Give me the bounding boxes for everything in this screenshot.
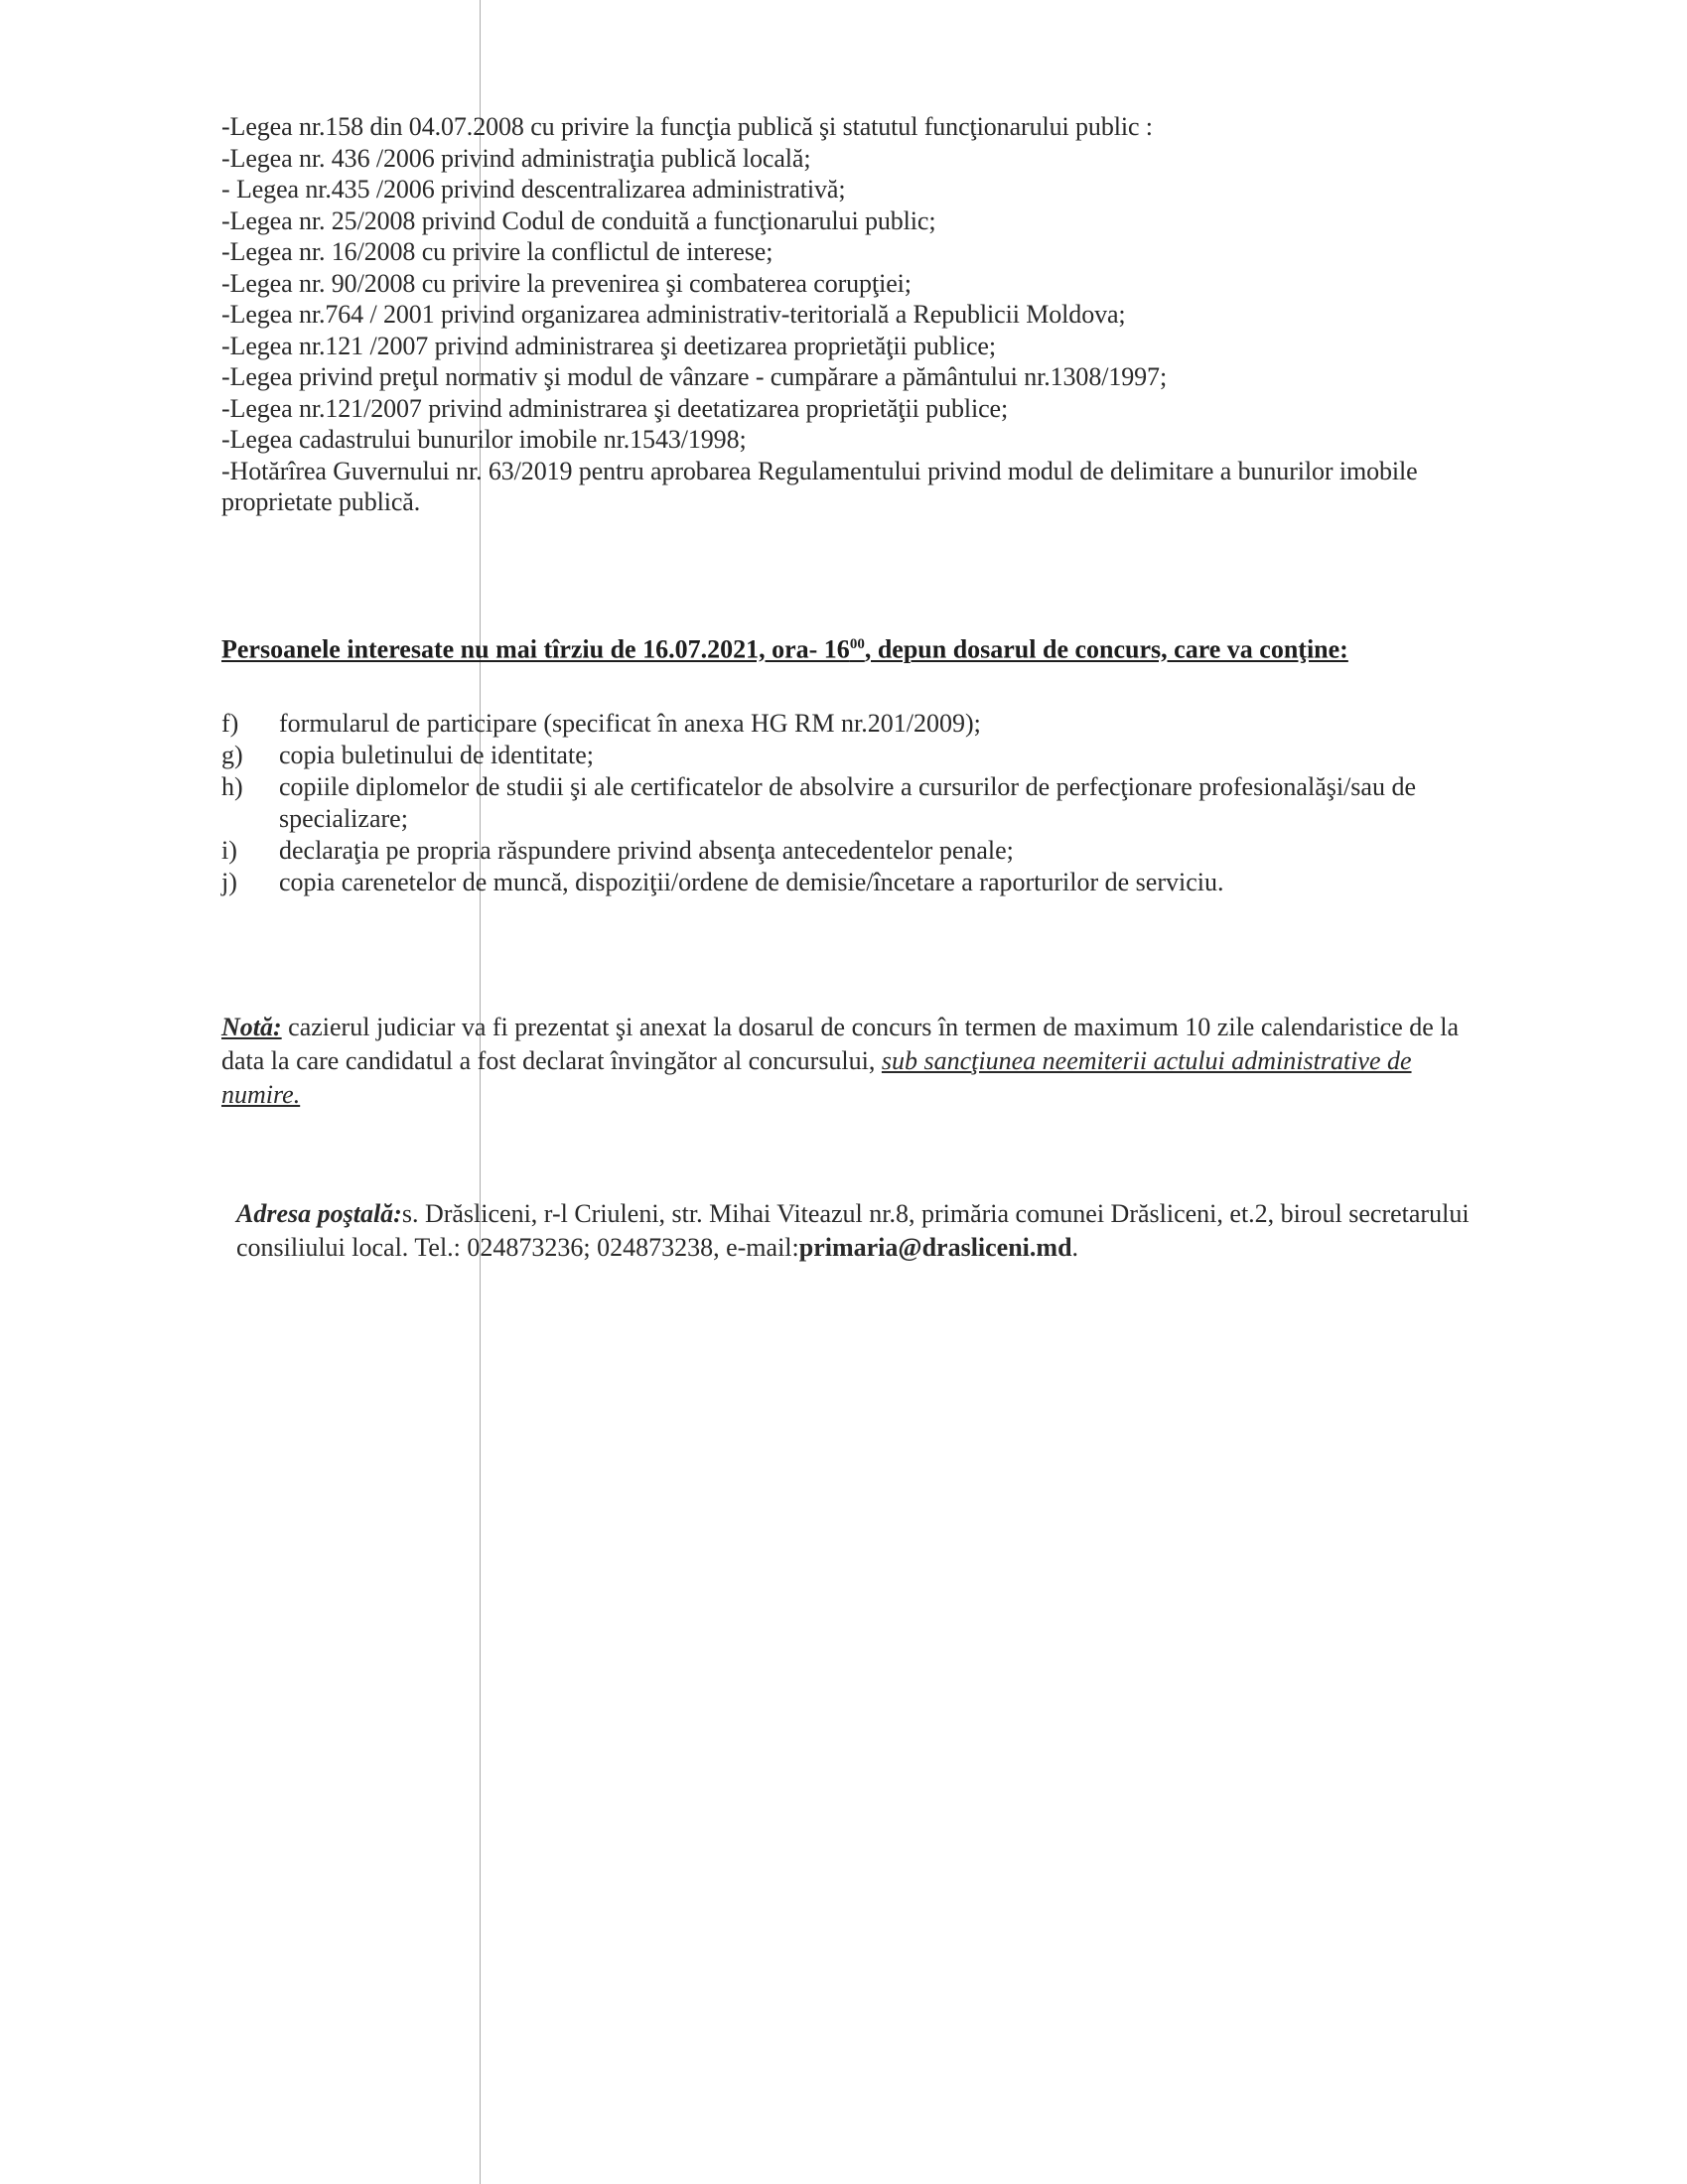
law-item: -Legea nr. 436 /2006 privind administraţia publică locală;: [221, 143, 811, 173]
law-item: -Legea privind preţul normativ şi modul de vânzare - cumpărare a pământului nr.1308/1997;: [221, 362, 1168, 391]
deadline-text: Persoanele interesate nu mai tîrziu de 16.07.2021, ora- 16: [221, 634, 850, 664]
deadline-minutes: 00: [849, 636, 865, 652]
item-marker: i): [221, 836, 237, 865]
address-label: Adresa poştală:: [236, 1199, 402, 1228]
item-text: copia carenetelor de muncă, dispoziţii/ordene de demisie/încetare a raporturilor de serviciu.: [279, 868, 1224, 896]
required-documents-list: [221, 708, 1473, 898]
address-text: s. Drăsliceni, r-l Criuleni, str. Mihai Viteazul nr.8, primăria comunei Drăsliceni, et.2, biroul secretarului consiliului local. Tel.: 024873236; 024873238, e-mail:: [236, 1199, 1470, 1262]
law-item: -Legea cadastrului bunurilor imobile nr.1543/1998;: [221, 425, 747, 454]
item-marker: j): [221, 868, 237, 896]
item-text: formularul de participare (specificat în anexa HG RM nr.201/2009);: [279, 709, 981, 738]
item-text: copiile diplomelor de studii şi ale certificatelor de absolvire a cursurilor de perfecţionare profesionalăşi/sau de specializare;: [279, 772, 1417, 833]
document-item: [221, 867, 1473, 898]
email-address[interactable]: primaria@drasliceni.md: [798, 1233, 1072, 1262]
law-item: -Legea nr.764 / 2001 privind organizarea administrativ-teritorială a Republicii Moldova;: [221, 300, 1126, 329]
legislation-list: [221, 111, 1463, 518]
document-item: [221, 771, 1473, 835]
document-item: [221, 835, 1473, 867]
item-marker: g): [221, 741, 243, 769]
deadline-text-after: , depun dosarul de concurs, care va conţine:: [864, 634, 1348, 664]
note-paragraph: [221, 1011, 1463, 1112]
address-end: .: [1071, 1233, 1079, 1262]
note-text: cazierul judiciar va fi prezentat şi anexat la dosarul de concurs în termen de maximum 10 zile calendaristice de la data la care candidatul a fost declarat învingător al concursului,: [221, 1013, 1460, 1075]
submission-deadline-heading: [221, 627, 1463, 667]
law-item: -Legea nr.121 /2007 privind administrarea şi deetizarea proprietăţii publice;: [221, 331, 996, 360]
item-text: declaraţia pe propria răspundere privind absenţa antecedentelor penale;: [279, 836, 1014, 865]
law-item: -Legea nr. 90/2008 cu privire la prevenirea şi combaterea corupţiei;: [221, 268, 912, 298]
item-text: copia buletinului de identitate;: [279, 741, 594, 769]
law-item: -Legea nr.121/2007 privind administrarea şi deetatizarea proprietăţii publice;: [221, 393, 1009, 423]
document-item: [221, 708, 1473, 740]
document-item: [221, 740, 1473, 771]
item-marker: h): [221, 772, 243, 801]
law-item: -Legea nr. 25/2008 privind Codul de conduită a funcţionarului public;: [221, 205, 936, 235]
note-sanction: sub sancţiunea neemiterii actului administrative de numire.: [221, 1046, 1412, 1109]
item-marker: f): [221, 709, 239, 738]
law-item: - Legea nr.435 /2006 privind descentralizarea administrativă;: [221, 175, 846, 204]
law-item: -Legea nr. 16/2008 cu privire la conflictul de interese;: [221, 237, 773, 266]
note-label: Notă:: [221, 1013, 282, 1041]
law-item: -Hotărîrea Guvernului nr. 63/2019 pentru aprobarea Regulamentului privind modul de delimitare a bunurilor imobile proprietate publică.: [221, 456, 1418, 516]
postal-address: [236, 1197, 1487, 1265]
law-item: -Legea nr.158 din 04.07.2008 cu privire la funcţia publică şi statutul funcţionarului public :: [221, 112, 1153, 141]
